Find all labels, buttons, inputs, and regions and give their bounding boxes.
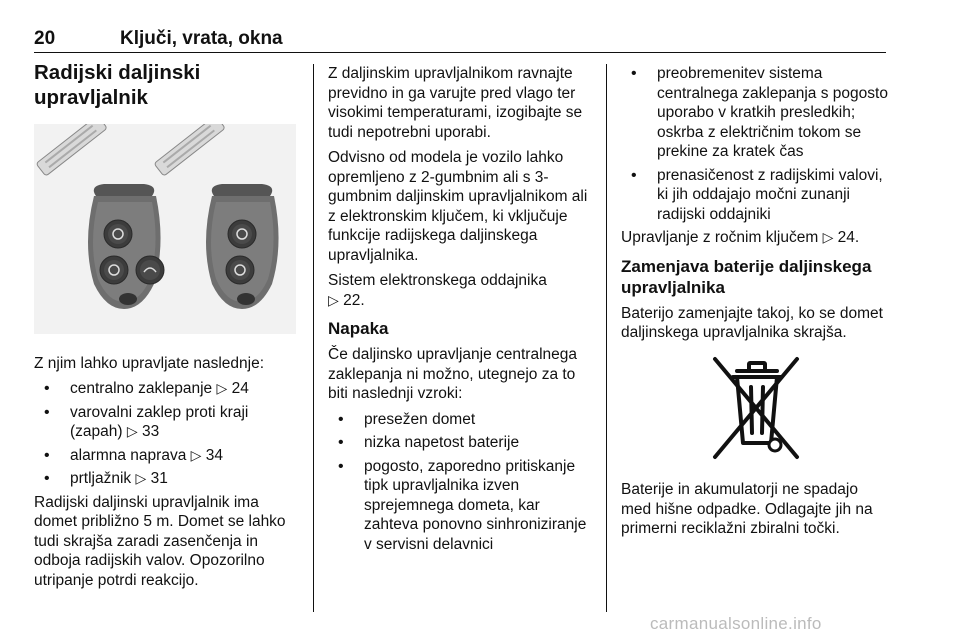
model-paragraph: Odvisno od modela je vozilo lahko opremljeno z 2-gumbnim ali s 3-gumbnim daljinskim upravljalnikom ali z elektronskim ključem, ki vključuje funkcije radijskega daljinskega upravljalnika. [328, 149, 588, 264]
page-ref[interactable]: ▷ 34 [190, 446, 223, 464]
page-ref[interactable]: ▷ 24. [822, 229, 860, 246]
arrow-icon: ▷ [216, 380, 228, 396]
column-divider [606, 64, 607, 612]
arrow-icon: ▷ [135, 470, 147, 486]
list-item: • preobremenitev sistema centralnega zaklepanja s pogosto uporabo v kratkih presledkih; oskrba z električnim tokom se prekine za kratek čas [621, 64, 889, 162]
weee-symbol [621, 353, 889, 469]
fault-list-continued [621, 64, 889, 224]
page-header [34, 26, 886, 53]
arrow-icon: ▷ [328, 291, 339, 308]
chapter-title: Ključi, vrata, okna [120, 28, 283, 49]
list-item: • prtljažnik ▷ 31 [34, 469, 296, 489]
column-divider [313, 64, 314, 612]
care-paragraph: Z daljinskim upravljalnikom ravnajte previdno in ga varujte pred vlago ter visokimi temperaturami, izogibajte se tudi nepotrebni uporabi. [328, 65, 583, 141]
page-ref[interactable]: ▷ 22. [328, 291, 365, 309]
arrow-icon: ▷ [126, 423, 138, 439]
list-item: • centralno zaklepanje ▷ 24 [34, 379, 296, 399]
arrow-icon: ▷ [822, 229, 834, 245]
transmitter-paragraph: Sistem elektronskega oddajnika ▷ 22. [328, 272, 547, 309]
battery-heading: Zamenjava baterije daljinskega upravljalnika [621, 256, 872, 297]
page-ref[interactable]: ▷ 33 [126, 423, 160, 440]
list-item: • prenasičenost z radijskimi valovi, ki jih oddajajo močni zunanji radijski oddajniki [621, 166, 889, 225]
list-item: • alarmna naprava ▷ 34 [34, 446, 296, 466]
page-ref[interactable]: ▷ 24 [216, 380, 249, 397]
list-item: • varovalni zaklep proti kraji (zapah) ▷ 33 [34, 403, 296, 442]
battery-paragraph: Baterijo zamenjajte takoj, ko se domet daljinskega upravljalnika skrajša. [621, 304, 883, 341]
page-number: 20 [34, 28, 56, 49]
remote-keys-illustration [34, 124, 296, 334]
disposal-paragraph: Baterije in akumulatorji ne spadajo med hišne odpadke. Odlagajte jih na primerni reciklažni zbiralni točki. [621, 481, 873, 537]
fault-intro: Če daljinsko upravljanje centralnega zaklepanja ni možno, utegnejo za to biti naslednji vzroki: [328, 346, 578, 402]
column-3 [621, 64, 889, 545]
list-item: • presežen domet [328, 410, 594, 430]
column-2 [328, 64, 594, 558]
fault-heading: Napaka [328, 319, 389, 338]
list-item: • nizka napetost baterije [328, 433, 594, 453]
column-1 [34, 60, 296, 596]
feature-list [34, 379, 296, 489]
intro-text: Z njim lahko upravljate naslednje: [34, 354, 265, 372]
list-item: • pogosto, zaporedno pritiskanje tipk upravljalnika izven sprejemnega dometa, kar zahteva ponovno sinhroniziranje v servisni delavnici [328, 457, 594, 555]
watermark: carmanualsonline.info [650, 614, 822, 633]
manual-key-paragraph: Upravljanje z ročnim ključem ▷ 24. [621, 229, 860, 246]
page-ref[interactable]: ▷ 31 [135, 470, 168, 487]
section-title: Radijski daljinski upravljalnik [34, 61, 201, 109]
arrow-icon: ▷ [190, 446, 202, 463]
crossed-bin-icon [707, 353, 803, 463]
range-paragraph: Radijski daljinski upravljalnik ima domet približno 5 m. Domet se lahko tudi skrajša zaradi zasenčenja in odboja radijskih valov. Opozorilno utripanje potrdi reakcijo. [34, 493, 286, 589]
fault-list [328, 410, 594, 555]
